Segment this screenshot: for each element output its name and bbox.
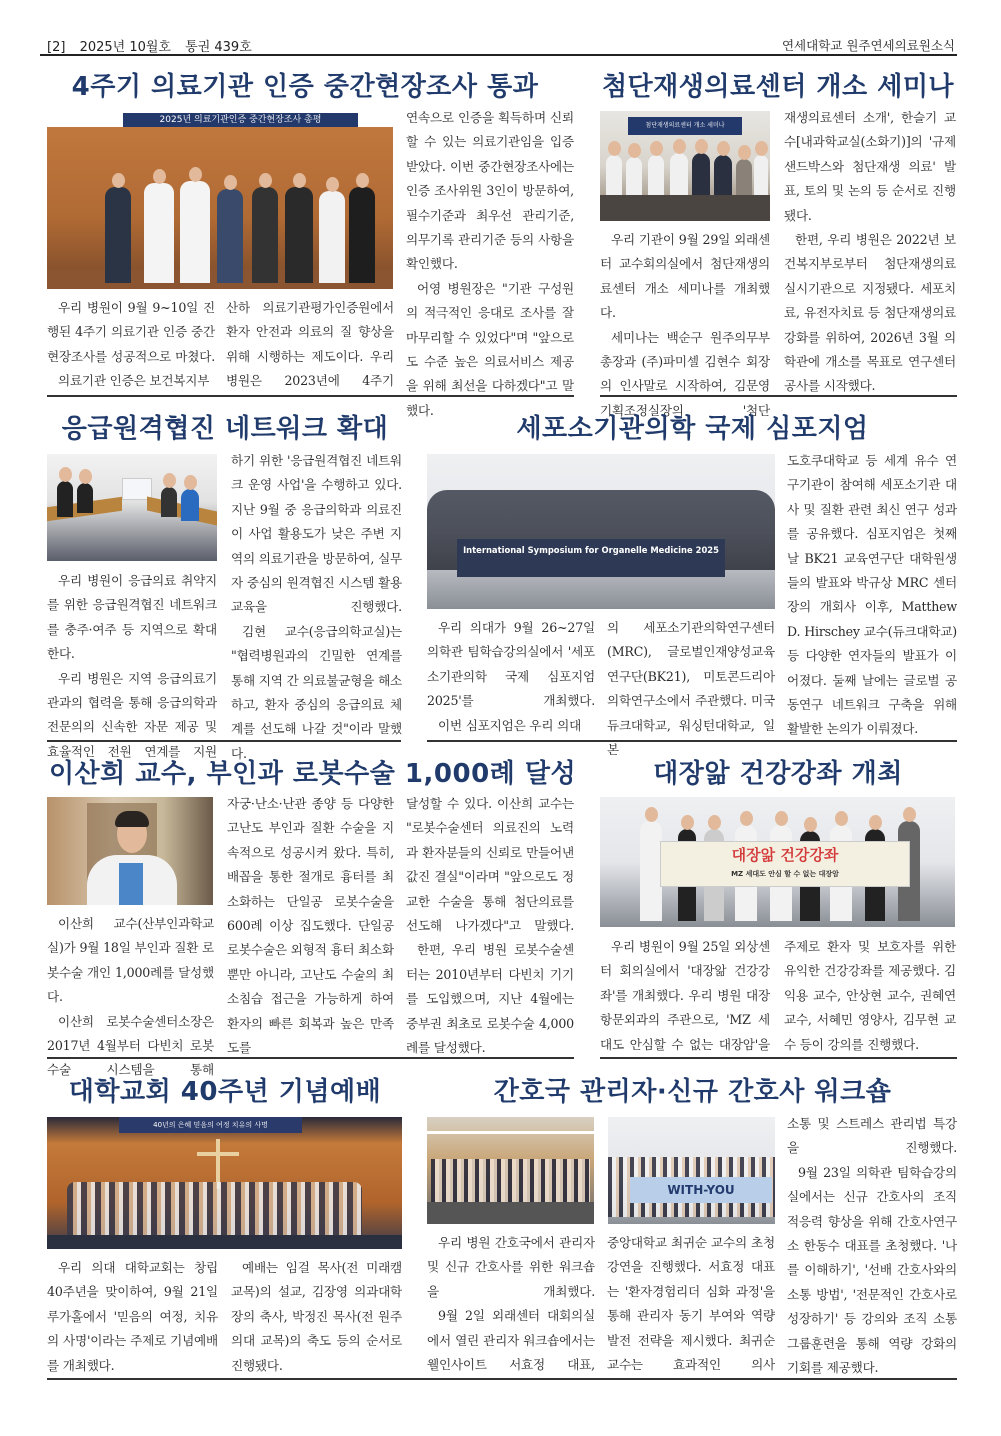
- article-body-col3: 도호쿠대학교 등 세계 유수 연구기관이 참여해 세포소기관 대사 및 질환 관련 최신 연구 성과를 공유했다. 심포지엄은 첫째 날 BK21 교육연구단 대학원생들의 발표와 박규상 MRC 센터장의 개회사 이후, Matthew D. Hirschey 교수(듀크대학교) 등 다양한 연자들의 발표가 이어졌다. 둘째 날에는 글로벌 공동연구 네트워크 구축을 위해 활발한 논의가 이뤄졌다.: [787, 453, 957, 737]
- article-body-col1: 우리 기관이 9월 29일 외래센터 교수회의실에서 첨단재생의료센터 개소 세미나를 개최했다. 세미나는 백순구 원주의무부총장과 (주)파미셀 김현수 회장의 인사말로 시작하여, 김문영 기획조정실장의 '첨단: [600, 232, 770, 418]
- article-body-col2: 예배는 임걸 목사(전 미래캠 교목)의 설교, 김장영 의과대학장의 축사, 박정진 목사(전 원주의대 교목)의 축도 등의 순서로 진행됐다.: [231, 1260, 402, 1373]
- divider: [47, 740, 401, 742]
- article-body-col2: 재생의료센터 소개', 한슬기 교수[내과학교실(소화기)]의 '규제 샌드박스와 첨단재생 의료' 발표, 토의 및 논의 등 순서로 진행됐다. 한편, 우리 병원은 2022년 보건복지부로부터 첨단재생의료 실시기관으로 지정됐다. 세포치료, 유전자치료 등 첨단재생의료 강화를 위하여, 2026년 3월 의학관에 개소를 목표로 연구센터 공사를 시작했다.: [784, 110, 956, 394]
- article-title-symposium: 세포소기관의학 국제 심포지엄: [516, 414, 869, 444]
- article-title-colorectal: 대장앎 건강강좌 개최: [653, 759, 903, 789]
- article-body-col1: 이산희 교수(산부인과학교실)가 9월 18일 부인과 질환 로봇수술 개인 1,000례를 달성했다. 이산희 로봇수술센터소장은 2017년 4월부터 다빈치 로봇수술 시스템을 통해: [47, 916, 214, 1078]
- divider: [600, 395, 957, 397]
- article-body-col1: 우리 의대 대학교회는 창립 40주년을 맞이하여, 9월 21일 루가홀에서 '믿음의 여정, 치유의 사명'이라는 주제로 기념예배를 개최했다.: [47, 1260, 218, 1373]
- article-body-col2: 하기 위한 '응급원격협진 네트워크 운영 사업'을 수행하고 있다. 지난 9월 중 응급의학과 의료진이 사업 활용도가 낮은 주변 지역의 의료기관을 방문하여, 실무자 중심의 원격협진 시스템 활용 교육을 진행했다. 김현 교수(응급의학교실)는 "협력병원과의 긴밀한 연계를 통해 지역 간 의료불균형을 해소하고, 환자 중심의 응급의료 체계를 선도해 나갈 것"이라 말했다.: [231, 453, 402, 761]
- article-body-col1: 우리 병원이 9월 9~10일 진행된 4주기 의료기관 인증 중간현장조사를 성공적으로 마쳤다. 의료기관 인증은 보건복지부: [47, 300, 215, 389]
- article-title-robotic: 이산희 교수, 부인과 로봇수술 1,000례 달성: [48, 759, 577, 789]
- publication-name: 연세대학교 원주연세의료원소식: [781, 38, 955, 53]
- article-body-col2: 중앙대학교 최귀순 교수의 초청 강연을 진행했다. 서효정 대표는 '환자경험리더 심화 과정'을 통해 관리자 동기 부여와 역량 발전 전략을 제시했다. 최귀순 교수는 효과적인 의사: [607, 1235, 775, 1373]
- divider: [600, 1057, 957, 1059]
- article-title-regenerative: 첨단재생의료센터 개소 세미나: [601, 72, 955, 102]
- photo-subtitle: MZ 세대도 안심 할 수 없는 대장암: [731, 870, 839, 878]
- photo-symposium: [427, 454, 775, 609]
- photo-robotic: [47, 797, 213, 905]
- photo-nursing-new: [608, 1117, 775, 1224]
- photo-regenerative: [600, 111, 770, 221]
- article-body-col2: 의 세포소기관의학연구센터(MRC), 글로벌인재양성교육연구단(BK21), 미토콘드리아의학연구소에서 주관했다. 미국 듀크대학교, 워싱턴대학교, 일본: [607, 620, 775, 758]
- divider: [427, 740, 957, 742]
- issue-info: [47, 36, 262, 55]
- page-number: [2]: [47, 40, 66, 55]
- article-body-col3: 연속으로 인증을 획득하며 신뢰할 수 있는 의료기관임을 입증받았다. 이번 중간현장조사에는 인증 조사위원 3인이 방문하여, 필수기준과 최우선 관리기준, 의무기록 관리기준 등의 사항을 확인했다. 어영 병원장은 "기관 구성원의 적극적인 응대로 조사를 잘 마무리할 수 있었다"며 "앞으로도 수준 높은 의료서비스 제공을 위해 최선을 다하겠다"고 말했다.: [406, 110, 574, 418]
- article-body-col1: 우리 병원이 응급의료 취약지를 위한 응급원격협진 네트워크를 충주·여주 등 지역으로 확대한다. 우리 병원은 지역 응급의료기관과의 협력을 통해 응급의학과 전문의의 신속한 자문 제공 및 효율적인 전원 연계를 지원: [47, 573, 217, 759]
- article-body-col2: 산하 의료기관평가인증원에서 환자 안전과 의료의 질 향상을 위해 시행하는 제도이다. 우리 병원은 2023년에 4주기: [226, 300, 394, 389]
- article-body-col1: 우리 의대가 9월 26~27일 의학관 팀학습강의실에서 '세포소기관의학 국제 심포지엄 2025'를 개최했다. 이번 심포지엄은 우리 의대: [427, 620, 595, 733]
- photo-nursing-managers: [427, 1117, 594, 1224]
- photo-banner-box: [660, 841, 910, 887]
- issue-date: 2025년 10월호: [79, 40, 171, 55]
- divider: [47, 1057, 574, 1059]
- photo-banner: WITH-YOU: [630, 1177, 772, 1203]
- article-body-col3: 달성할 수 있다. 이산희 교수는 "로봇수술센터 의료진의 노력과 환자분들의 신뢰로 만들어낸 값진 결실"이라며 "앞으로도 정교한 수술을 통해 첨단의료를 선도해 나가겠다"고 말했다. 한편, 우리 병원 로봇수술센터는 2010년부터 다빈치 기기를 도입했으며, 지난 4월에는 중부권 최초로 로봇수술 4,000례를 달성했다.: [406, 796, 574, 1056]
- page-header: [40, 34, 957, 56]
- article-title-nursing: 간호국 관리자·신규 간호사 워크숍: [493, 1077, 892, 1107]
- article-body-col3: 소통 및 스트레스 관리법 특강을 진행했다. 9월 23일 의학관 팀학습강의실에서는 신규 간호사의 조직 적응력 향상을 위해 간호사연구소 한동수 대표를 초청했다. '나를 이해하기', '선배 간호사와의 소통 방법', '전문적인 간호사로 성장하기' 등 강의와 조직 소통 그룹훈련을 통해 역량 강화의 기회를 제공했다.: [787, 1116, 957, 1376]
- article-title-accreditation: 4주기 의료기관 인증 중간현장조사 통과: [71, 72, 539, 102]
- photo-church: [47, 1117, 402, 1249]
- photo-banner: 첨단재생의료센터 개소 세미나: [628, 117, 742, 135]
- article-title-church: 대학교회 40주년 기념예배: [68, 1077, 382, 1107]
- photo-banner: International Symposium for Organelle Medicine 2025: [457, 539, 725, 577]
- article-body-col1: 우리 병원이 9월 25일 외상센터 회의실에서 '대장앎 건강강좌'를 개최했다. 우리 병원 대장항문외과의 주관으로, 'MZ 세대도 안심할 수 없는 대장암'을: [600, 939, 770, 1052]
- photo-colorectal: [600, 797, 955, 927]
- article-title-emergency: 응급원격협진 네트워크 확대: [61, 414, 389, 444]
- article-body-col2: 자궁·난소·난관 종양 등 다양한 고난도 부인과 질환 수술을 지속적으로 성공시켜 왔다. 특히, 배꼽을 통한 절개로 흉터를 최소화하는 단일공 로봇수술을 600례 이상 집도했다. 단일공 로봇수술은 외형적 흉터 최소화뿐만 아니라, 고난도 수술의 최소침습 접근을 가능하게 하여 환자의 빠른 회복과 높은 만족도를: [227, 796, 394, 1056]
- photo-emergency: [47, 454, 217, 561]
- photo-accreditation: [47, 111, 393, 289]
- issue-volume: 통권 439호: [185, 40, 252, 55]
- photo-banner: 40년의 은혜 믿음의 여정 치유의 사명: [119, 1117, 302, 1133]
- article-body-col2: 주제로 환자 및 보호자를 위한 유익한 건강강좌를 제공했다. 김익용 교수, 안상현 교수, 권혜연 교수, 서혜민 영양사, 김무현 교수 등이 강의를 진행했다.: [784, 939, 956, 1052]
- photo-banner: 대장앎 건강강좌: [731, 846, 839, 864]
- article-body-col1: 우리 병원 간호국에서 관리자 및 신규 간호사를 위한 워크숍을 개최했다. 9월 2일 외래센터 대회의실에서 열린 관리자 워크숍에서는 웰인사이트 서효정 대표,: [427, 1235, 595, 1373]
- divider: [47, 395, 574, 397]
- photo-banner: 2025년 의료기관인증 중간현장조사 총평: [123, 113, 358, 127]
